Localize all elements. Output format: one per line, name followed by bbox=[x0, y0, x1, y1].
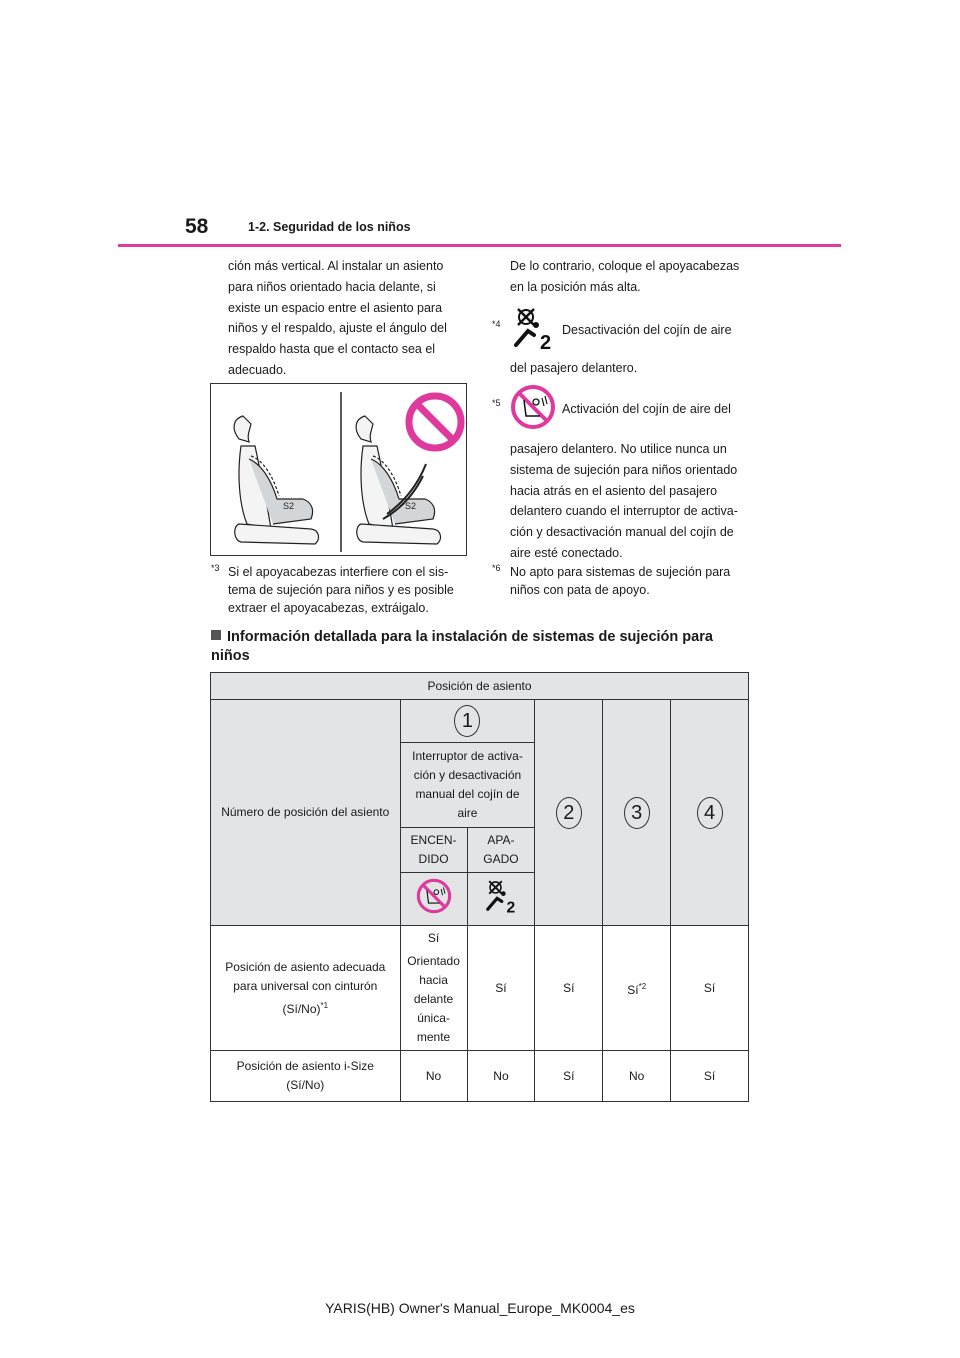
seat-incorrect-icon bbox=[356, 416, 440, 544]
universal-pos3-cell bbox=[603, 926, 671, 1051]
text-line: manual del cojín de bbox=[415, 787, 520, 801]
isize-pos2-cell: Sí bbox=[535, 1051, 603, 1102]
note-3 bbox=[211, 563, 471, 617]
text-line: hacia atrás en el asiento del pasajero bbox=[510, 483, 718, 498]
subheading bbox=[211, 628, 751, 666]
position-number-label: Número de posición del asiento bbox=[211, 700, 401, 926]
universal-pos2-cell: Sí bbox=[535, 926, 603, 1051]
text-line: Posición de asiento i-Size bbox=[236, 1059, 374, 1073]
text-line: hacia bbox=[419, 973, 448, 987]
position-4-header bbox=[671, 700, 749, 926]
position-1-header bbox=[400, 700, 535, 743]
isize-pos4-cell: Sí bbox=[671, 1051, 749, 1102]
isize-row-label bbox=[211, 1051, 401, 1102]
text-line: mente bbox=[416, 1030, 451, 1044]
seat-correct-icon bbox=[234, 416, 318, 544]
position-3-header bbox=[603, 700, 671, 926]
text-line: Sí bbox=[427, 931, 440, 945]
subheading-text: Información detallada para la instalación de sistemas de sujeción para niños bbox=[211, 629, 713, 664]
text-line: Si el apoyacabezas interfiere con el sis- bbox=[228, 565, 449, 579]
text-line: adecuado. bbox=[228, 362, 287, 377]
note-5 bbox=[492, 384, 752, 564]
position-1-number: 1 bbox=[454, 705, 480, 737]
text-line: delantero cuando el interruptor de activa- bbox=[510, 504, 738, 519]
text-line: extraer el apoyacabezas, extráigalo. bbox=[228, 601, 429, 615]
text-line: ción y desactivación manual del cojín de bbox=[510, 525, 734, 540]
isize-on-cell: No bbox=[400, 1051, 467, 1102]
switch-on-label bbox=[400, 828, 467, 873]
airbag-off-icon bbox=[510, 305, 556, 354]
airbag-off-cell bbox=[467, 873, 535, 926]
isize-off-cell: No bbox=[467, 1051, 535, 1102]
seat-position-table bbox=[210, 672, 749, 1102]
text-line: delante bbox=[413, 992, 454, 1006]
position-2-header bbox=[535, 700, 603, 926]
note-inline-text: Activación del cojín de aire del bbox=[562, 401, 731, 416]
table-title: Posición de asiento bbox=[211, 673, 749, 700]
note-label: *6 bbox=[492, 563, 501, 573]
switch-label bbox=[400, 743, 535, 828]
universal-row-label bbox=[211, 926, 401, 1051]
airbag-on-cell bbox=[400, 873, 467, 926]
note-label: *3 bbox=[211, 563, 220, 573]
text-line: DIDO bbox=[418, 852, 449, 866]
svg-text:S2: S2 bbox=[283, 501, 295, 511]
note-4 bbox=[492, 305, 752, 379]
switch-off-label bbox=[467, 828, 535, 873]
text-line: respaldo hasta que el contacto sea el bbox=[228, 342, 436, 357]
universal-on-cell bbox=[400, 926, 467, 1051]
universal-off-cell: Sí bbox=[467, 926, 535, 1051]
cell-value: Sí bbox=[627, 982, 639, 997]
text-line: (Sí/No) bbox=[286, 1078, 325, 1092]
seat-illustration bbox=[210, 383, 467, 556]
text-line: Interruptor de activa- bbox=[412, 749, 523, 763]
airbag-off-icon bbox=[483, 878, 519, 914]
isize-pos3-cell: No bbox=[603, 1051, 671, 1102]
page-footer: YARIS(HB) Owner's Manual_Europe_MK0004_es bbox=[325, 1300, 635, 1316]
text-line: ENCEN- bbox=[410, 833, 457, 847]
text-line: para niños orientado hacia delante, si bbox=[228, 279, 436, 294]
svg-text:2: 2 bbox=[540, 332, 552, 351]
text-line: APA- bbox=[487, 833, 515, 847]
airbag-on-prohibited-icon bbox=[416, 878, 452, 914]
text-line: única- bbox=[417, 1011, 450, 1025]
text-line: aire bbox=[457, 806, 478, 820]
text-line: Posición de asiento adecuada bbox=[225, 959, 386, 974]
text-line: No apto para sistemas de sujeción para bbox=[510, 565, 731, 579]
svg-text:S2: S2 bbox=[405, 501, 417, 511]
text-line: De lo contrario, coloque el apoyacabezas bbox=[510, 259, 740, 273]
section-title: 1-2. Seguridad de los niños bbox=[248, 220, 411, 234]
note-label: *4 bbox=[492, 319, 501, 329]
left-paragraph bbox=[228, 256, 468, 381]
text-line: sistema de sujeción para niños orientado bbox=[510, 462, 738, 477]
text-line: ción y desactivación bbox=[413, 768, 522, 782]
footnote-ref: *1 bbox=[320, 1000, 329, 1010]
text-line: en la posición más alta. bbox=[510, 279, 641, 294]
note-inline-text: Desactivación del cojín de aire bbox=[562, 322, 732, 337]
airbag-on-prohibited-icon bbox=[510, 384, 556, 433]
text-line: tema de sujeción para niños y es posible bbox=[228, 583, 454, 597]
text-line: (Sí/No) bbox=[282, 1001, 321, 1016]
text-line: aire esté conectado. bbox=[510, 545, 623, 560]
text-line: pasajero delantero. No utilice nunca un bbox=[510, 442, 727, 456]
position-3-number: 3 bbox=[624, 797, 650, 829]
note-label: *5 bbox=[492, 398, 501, 408]
footnote-ref: *2 bbox=[638, 981, 647, 991]
header-rule bbox=[118, 244, 841, 247]
text-line: ción más vertical. Al instalar un asiento bbox=[228, 259, 444, 273]
text-line: niños y el respaldo, ajuste el ángulo del bbox=[228, 321, 447, 336]
prohibition-icon bbox=[409, 396, 461, 448]
text-line: del pasajero delantero. bbox=[510, 361, 638, 375]
position-4-number: 4 bbox=[697, 797, 723, 829]
right-intro bbox=[510, 256, 750, 298]
text-line: existe un espacio entre el asiento para bbox=[228, 300, 443, 315]
text-line: niños con pata de apoyo. bbox=[510, 583, 650, 597]
text-line: GADO bbox=[483, 852, 519, 866]
universal-pos4-cell: Sí bbox=[671, 926, 749, 1051]
svg-text:2: 2 bbox=[506, 899, 516, 914]
text-line: Orientado bbox=[407, 954, 460, 968]
page-number: 58 bbox=[185, 215, 209, 238]
bullet-square-icon bbox=[211, 630, 221, 640]
position-2-number: 2 bbox=[556, 797, 582, 829]
note-6 bbox=[492, 563, 752, 599]
text-line: para universal con cinturón bbox=[233, 978, 378, 993]
